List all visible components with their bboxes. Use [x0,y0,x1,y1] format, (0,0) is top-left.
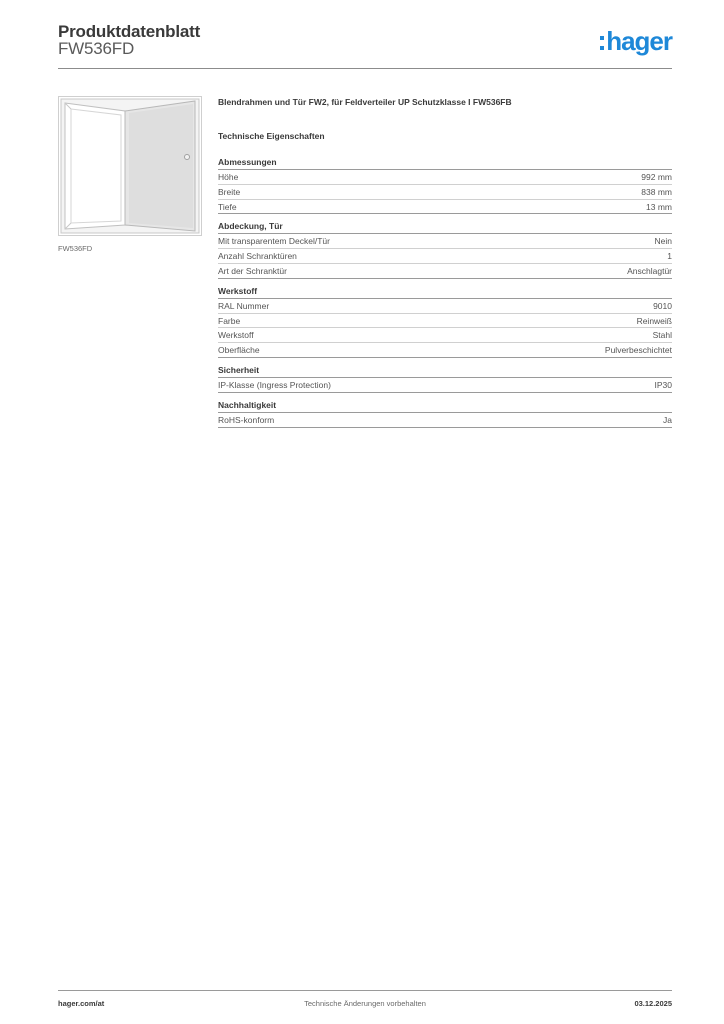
spec-label: Anzahl Schranktüren [218,251,297,262]
spec-row [218,343,672,358]
spec-value: IP30 [654,379,672,390]
spec-row [218,249,672,264]
spec-label: Mit transparentem Deckel/Tür [218,236,330,247]
spec-row [218,314,672,329]
spec-row [218,413,672,428]
spec-row [218,234,672,249]
spec-section [218,400,672,428]
document-title: Produktdatenblatt [58,22,201,41]
spec-row [218,299,672,314]
logo-text: hager [606,26,672,56]
tech-properties-heading: Technische Eigenschaften [218,131,325,141]
spec-section [218,286,672,358]
spec-row [218,328,672,343]
spec-value: Ja [663,414,672,425]
image-caption: FW536FD [58,244,93,253]
section-title: Sicherheit [218,365,672,378]
spec-row [218,264,672,279]
product-description: Blendrahmen und Tür FW2, für Feldverteiler UP Schutzklasse I FW536FB [218,97,512,107]
product-code: FW536FD [58,39,135,58]
door-frame-illustration [59,97,201,235]
spec-label: Oberfläche [218,345,260,356]
spec-value: Reinweiß [636,315,672,326]
section-title: Abmessungen [218,157,672,170]
footer-disclaimer: Technische Änderungen vorbehalten [304,999,426,1008]
spec-label: Breite [218,186,241,197]
section-title: Nachhaltigkeit [218,400,672,413]
page-header [58,22,672,69]
spec-sections [218,157,672,428]
logo-dots-icon [600,36,604,50]
spec-section [218,221,672,278]
spec-label: Art der Schranktür [218,265,287,276]
section-title: Abdeckung, Tür [218,221,672,234]
spec-section [218,157,672,214]
spec-content [218,97,672,435]
spec-row [218,170,672,185]
spec-label: Tiefe [218,201,237,212]
page-footer [58,990,672,1013]
spec-value: 1 [667,251,672,262]
spec-label: RAL Nummer [218,300,270,311]
spec-label: Farbe [218,315,241,326]
spec-value: Pulverbeschichtet [604,345,672,356]
spec-row [218,185,672,200]
spec-value: 838 mm [641,186,672,197]
footer-date: 03.12.2025 [634,999,672,1008]
hager-logo [600,28,672,54]
spec-row [218,200,672,215]
spec-label: IP-Klasse (Ingress Protection) [218,379,331,390]
spec-value: 9010 [653,300,672,311]
section-title: Werkstoff [218,286,672,299]
spec-label: Höhe [218,172,239,182]
spec-value: 13 mm [646,201,672,212]
spec-row [218,378,672,393]
spec-label: Werkstoff [218,330,254,341]
spec-value: Stahl [652,330,672,341]
spec-section [218,365,672,393]
spec-value: Nein [654,236,672,247]
spec-value: Anschlagtür [627,265,672,276]
product-image [58,96,202,236]
spec-value: 992 mm [641,172,672,182]
footer-website: hager.com/at [58,999,105,1008]
spec-label: RoHS-konform [218,414,275,425]
